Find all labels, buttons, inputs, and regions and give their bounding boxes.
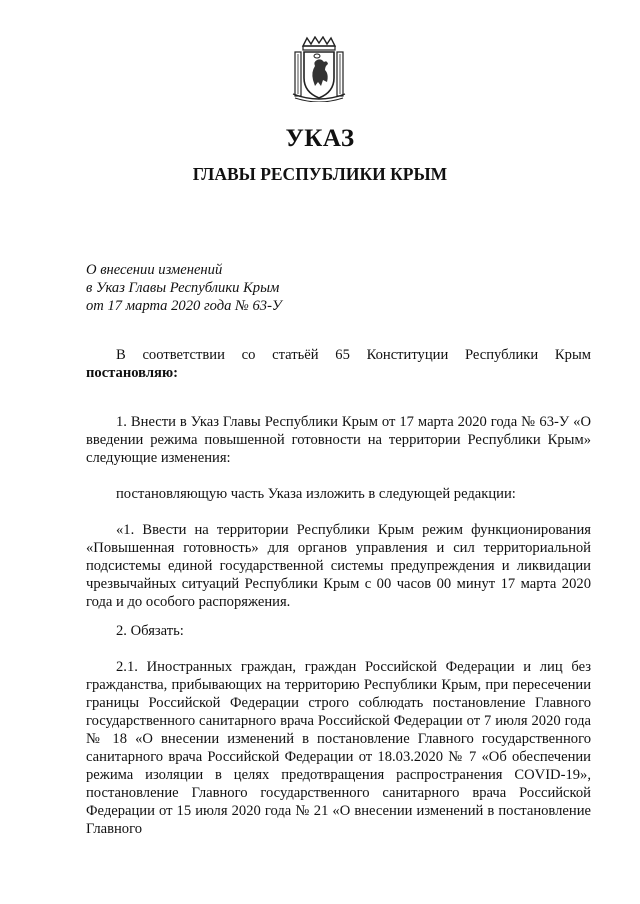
preamble [86,346,591,382]
preamble-paragraph [86,346,591,382]
preamble-text: В соответствии со статьёй 65 Конституции Республики Крым [116,347,591,363]
decree-subject [86,261,282,315]
document-subtitle: ГЛАВЫ РЕСПУБЛИКИ КРЫМ [192,164,448,184]
crimea-coat-of-arms-icon [291,36,347,102]
paragraph-2 [86,485,591,503]
subject-line-2: в Указ Главы Республики Крым [86,280,280,296]
paragraph-1-text: 1. Внести в Указ Главы Республики Крым от 17 марта 2020 года № 63-У «О введении режима повышенной готовности на территории Республики Крым» следующие изменения: [86,414,591,466]
paragraph-5-text: 2.1. Иностранных граждан, граждан Российской Федерации и лиц без гражданства, прибывающих на территорию Республики Крым, при пересечении границы Российской Федерации строго соблюдать постановление Главного государственного санитарного врача Российской Федерации от 7 июля 2020 года № 18 «О внесении изменений в постановление Главного государственного санитарного врача Российской Федерации от 18.03.2020 № 7 «Об обеспечении режима изоляции в целях предотвращения распространения COVID-19», постановление Главного государственного санитарного врача Российской Федерации от 15 июля 2020 года № 21 «О внесении изменений в постановление Главного [86,659,591,837]
paragraph-1 [86,413,591,467]
document-title: УКАЗ [285,125,355,152]
paragraph-4-text: 2. Обязать: [116,623,184,639]
paragraph-3-text: «1. Ввести на территории Республики Крым режим функционирования «Повышенная готовность» для органов управления и сил территориальной подсистемы единой государственной системы предупреждения и ликвидации чрезвычайных ситуаций Республики Крым с 00 часов 00 минут 17 марта 2020 года и до особого распоряжения. [86,522,591,610]
decree-word: постановляю: [86,365,178,381]
paragraph-5 [86,658,591,838]
paragraph-3 [86,521,591,611]
subject-line-3: от 17 марта 2020 года № 63-У [86,298,282,314]
subject-line-1: О внесении изменений [86,262,223,278]
paragraph-2-text: постановляющую часть Указа изложить в следующей редакции: [116,486,516,502]
paragraph-4 [86,622,591,640]
